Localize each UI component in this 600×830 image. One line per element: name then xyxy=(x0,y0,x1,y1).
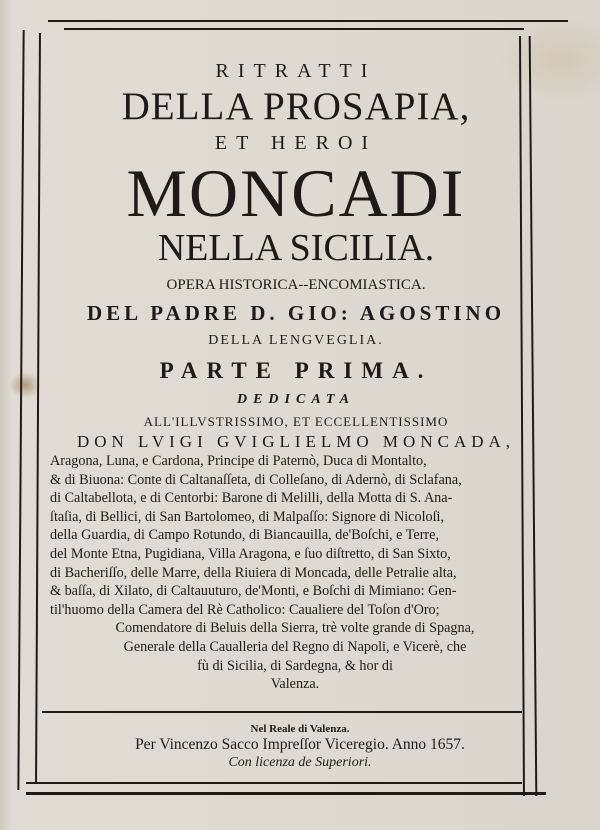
dedication-body-line: & baſſa, di Xilato, di Caltauuturo, de'Monti, e Boſchi di Mimiano: Gen- xyxy=(50,583,457,600)
title-line-heroi: ET HEROI xyxy=(214,132,378,154)
dedication-body-line: del Monte Etna, Pugidiana, Villa Aragona, e ſuo diſtretto, di San Sixto, xyxy=(50,545,451,562)
border-left-inner xyxy=(35,33,41,783)
dedication-body-line: Valenza. xyxy=(270,676,320,693)
dedicatee-name: DON LVIGI GVIGLIELMO MONCADA, xyxy=(76,432,516,451)
dedication-body-line: della Guardia, di Campo Rotundo, di Biancauilla, de'Boſchi, e Terre, xyxy=(50,527,439,544)
dedication-body-line: Comendatore di Beluis della Sierra, trè volte grande di Spagna, xyxy=(115,620,475,637)
border-top-outer xyxy=(48,20,568,22)
subtitle: OPERA HISTORICA--ENCOMIASTICA. xyxy=(166,277,426,293)
imprint-place: Nel Reale di Valenza. xyxy=(250,723,350,735)
border-left-outer xyxy=(17,30,24,790)
imprint-rule-top xyxy=(42,711,522,713)
dedication-body-line: ſtaſia, di Bellici, di San Bartolomeo, di Malpaſſo: Signore di Nicoloſi, xyxy=(50,508,445,525)
imprint-rule-bottom xyxy=(26,782,522,784)
dedication-honorific: ALL'ILLVSTRISSIMO, ET ECCELLENTISSIMO xyxy=(143,414,449,429)
title-line-sicilia: NELLA SICILIA. xyxy=(157,227,435,269)
border-top-inner xyxy=(64,28,524,30)
dedication-label: DEDICATA xyxy=(236,392,356,407)
dedication-body-line: Aragona, Luna, e Cardona, Principe di Paternò, Duca di Montalto, xyxy=(50,453,427,469)
author-surname: DELLA LENGVEGLIA. xyxy=(208,333,384,348)
dedication-body-line: til'huomo della Camera del Rè Catholico: Caualiere del Toſon d'Oro; xyxy=(50,601,440,618)
imprint-license: Con licenza de Superiori. xyxy=(228,755,372,770)
dedication-body-line: di Caltabellota, e di Centorbi: Barone di Melilli, della Motta di S. Ana- xyxy=(50,490,453,507)
author-line: DEL PADRE D. GIO: AGOSTINO xyxy=(86,301,506,325)
border-bottom-outer xyxy=(26,792,546,795)
title-line-prosapia: DELLA PROSAPIA, xyxy=(121,85,471,128)
dedication-body xyxy=(50,452,540,694)
title-content xyxy=(52,56,540,694)
dedication-body-line: fù di Sicilia, di Sardegna, & hor di xyxy=(197,657,393,674)
title-line-moncadi: MONCADI xyxy=(126,155,466,231)
dedication-body-line: Generale della Caualleria del Regno di Napoli, e Vicerè, che xyxy=(123,638,467,655)
imprint xyxy=(60,722,540,771)
dedication-body-line: di Bacheriſſo, delle Marre, della Riuiera di Moncada, delle Petralie alta, xyxy=(50,564,457,581)
imprint-printer: Per Vincenzo Sacco Impreſſor Viceregio. Anno 1657. xyxy=(135,736,465,753)
title-line-ritratti: RITRATTI xyxy=(215,60,377,82)
part-heading: PARTE PRIMA. xyxy=(159,358,433,383)
dedication-body-line: & di Biuona: Conte di Caltanaſſeta, di Colleſano, di Adernò, di Sclafana, xyxy=(50,471,462,488)
